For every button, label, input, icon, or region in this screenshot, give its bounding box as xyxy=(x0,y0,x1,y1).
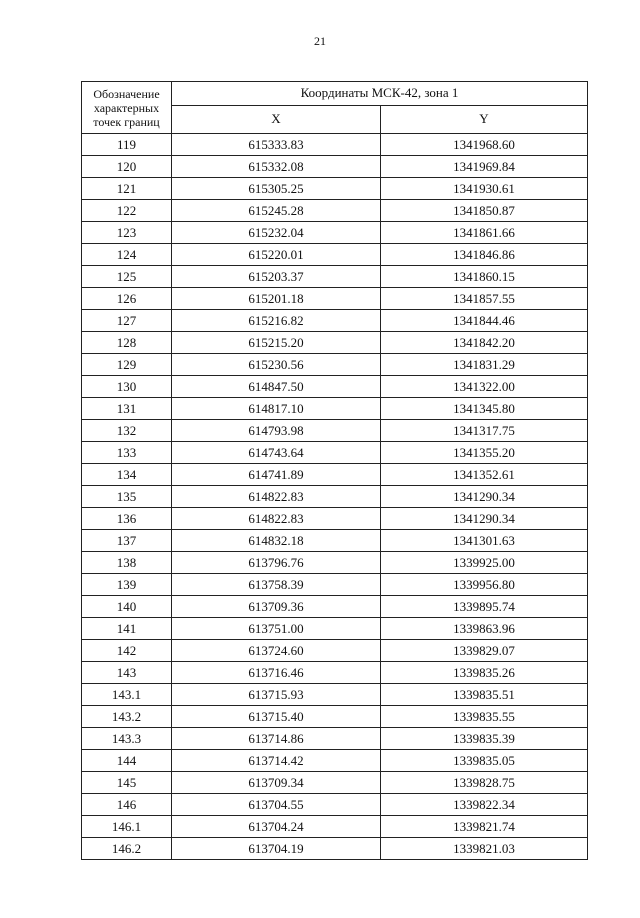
y-coordinate-cell: 1339829.07 xyxy=(381,640,588,662)
y-coordinate-cell: 1339821.74 xyxy=(381,816,588,838)
x-coordinate-cell: 613704.19 xyxy=(172,838,381,860)
x-coordinate-cell: 613715.93 xyxy=(172,684,381,706)
point-id-cell: 143.2 xyxy=(82,706,172,728)
table-row xyxy=(82,816,588,838)
y-coordinate-cell: 1341290.34 xyxy=(381,486,588,508)
table-row xyxy=(82,640,588,662)
x-coordinate-cell: 614847.50 xyxy=(172,376,381,398)
table-row xyxy=(82,222,588,244)
y-coordinate-cell: 1341969.84 xyxy=(381,156,588,178)
table-row xyxy=(82,486,588,508)
point-id-cell: 128 xyxy=(82,332,172,354)
point-id-cell: 139 xyxy=(82,574,172,596)
y-coordinate-cell: 1341301.63 xyxy=(381,530,588,552)
y-coordinate-cell: 1341857.55 xyxy=(381,288,588,310)
point-id-cell: 146 xyxy=(82,794,172,816)
y-coordinate-cell: 1341930.61 xyxy=(381,178,588,200)
table-row xyxy=(82,200,588,222)
y-coordinate-cell: 1339835.51 xyxy=(381,684,588,706)
x-coordinate-cell: 614743.64 xyxy=(172,442,381,464)
y-coordinate-cell: 1341968.60 xyxy=(381,134,588,156)
point-id-cell: 122 xyxy=(82,200,172,222)
point-id-cell: 129 xyxy=(82,354,172,376)
x-coordinate-cell: 614817.10 xyxy=(172,398,381,420)
y-coordinate-cell: 1341846.86 xyxy=(381,244,588,266)
y-coordinate-cell: 1341352.61 xyxy=(381,464,588,486)
designation-header-line-1: Обозначение xyxy=(93,86,160,101)
table-row xyxy=(82,552,588,574)
y-coordinate-cell: 1339835.39 xyxy=(381,728,588,750)
table-row xyxy=(82,354,588,376)
point-id-cell: 130 xyxy=(82,376,172,398)
point-id-cell: 127 xyxy=(82,310,172,332)
y-coordinate-cell: 1339828.75 xyxy=(381,772,588,794)
x-coordinate-cell: 615333.83 xyxy=(172,134,381,156)
point-id-cell: 136 xyxy=(82,508,172,530)
point-id-cell: 144 xyxy=(82,750,172,772)
table-row xyxy=(82,464,588,486)
x-coordinate-cell: 615232.04 xyxy=(172,222,381,244)
table-row xyxy=(82,332,588,354)
point-id-cell: 134 xyxy=(82,464,172,486)
designation-header xyxy=(82,82,172,134)
x-coordinate-cell: 613796.76 xyxy=(172,552,381,574)
x-coordinate-cell: 615203.37 xyxy=(172,266,381,288)
y-coordinate-cell: 1341860.15 xyxy=(381,266,588,288)
x-coordinate-cell: 613715.40 xyxy=(172,706,381,728)
point-id-cell: 146.1 xyxy=(82,816,172,838)
table-row xyxy=(82,398,588,420)
table-row xyxy=(82,706,588,728)
x-coordinate-cell: 614832.18 xyxy=(172,530,381,552)
point-id-cell: 126 xyxy=(82,288,172,310)
x-coordinate-cell: 613704.24 xyxy=(172,816,381,838)
table-row xyxy=(82,508,588,530)
y-coordinate-cell: 1341850.87 xyxy=(381,200,588,222)
x-coordinate-cell: 614793.98 xyxy=(172,420,381,442)
y-column-header: Y xyxy=(381,105,588,133)
point-id-cell: 131 xyxy=(82,398,172,420)
point-id-cell: 132 xyxy=(82,420,172,442)
table-row xyxy=(82,596,588,618)
y-coordinate-cell: 1339835.05 xyxy=(381,750,588,772)
table-row xyxy=(82,420,588,442)
y-coordinate-cell: 1339835.26 xyxy=(381,662,588,684)
x-coordinate-cell: 613751.00 xyxy=(172,618,381,640)
x-coordinate-cell: 615230.56 xyxy=(172,354,381,376)
coordinate-system-header: Координаты МСК-42, зона 1 xyxy=(172,82,588,106)
x-coordinate-cell: 615220.01 xyxy=(172,244,381,266)
table-row xyxy=(82,684,588,706)
point-id-cell: 143.1 xyxy=(82,684,172,706)
table-row xyxy=(82,178,588,200)
table-row xyxy=(82,618,588,640)
table-row xyxy=(82,134,588,156)
point-id-cell: 142 xyxy=(82,640,172,662)
y-coordinate-cell: 1341317.75 xyxy=(381,420,588,442)
x-coordinate-cell: 615332.08 xyxy=(172,156,381,178)
table-row xyxy=(82,838,588,860)
point-id-cell: 125 xyxy=(82,266,172,288)
table-row xyxy=(82,750,588,772)
x-coordinate-cell: 614741.89 xyxy=(172,464,381,486)
point-id-cell: 124 xyxy=(82,244,172,266)
table-row xyxy=(82,288,588,310)
x-column-header: X xyxy=(172,105,381,133)
y-coordinate-cell: 1341355.20 xyxy=(381,442,588,464)
y-coordinate-cell: 1339956.80 xyxy=(381,574,588,596)
y-coordinate-cell: 1339863.96 xyxy=(381,618,588,640)
point-id-cell: 145 xyxy=(82,772,172,794)
x-coordinate-cell: 613709.34 xyxy=(172,772,381,794)
y-coordinate-cell: 1341345.80 xyxy=(381,398,588,420)
y-coordinate-cell: 1341322.00 xyxy=(381,376,588,398)
point-id-cell: 141 xyxy=(82,618,172,640)
page-number: 21 xyxy=(314,34,326,48)
y-coordinate-cell: 1341831.29 xyxy=(381,354,588,376)
table-row xyxy=(82,376,588,398)
table-row xyxy=(82,530,588,552)
point-id-cell: 135 xyxy=(82,486,172,508)
point-id-cell: 140 xyxy=(82,596,172,618)
y-coordinate-cell: 1339821.03 xyxy=(381,838,588,860)
table-row xyxy=(82,574,588,596)
point-id-cell: 143 xyxy=(82,662,172,684)
designation-header-line-3: точек границ xyxy=(93,114,160,129)
point-id-cell: 143.3 xyxy=(82,728,172,750)
x-coordinate-cell: 613714.86 xyxy=(172,728,381,750)
point-id-cell: 137 xyxy=(82,530,172,552)
x-coordinate-cell: 613758.39 xyxy=(172,574,381,596)
table-row xyxy=(82,266,588,288)
y-coordinate-cell: 1341842.20 xyxy=(381,332,588,354)
point-id-cell: 123 xyxy=(82,222,172,244)
table-body xyxy=(82,134,588,860)
x-coordinate-cell: 613704.55 xyxy=(172,794,381,816)
x-coordinate-cell: 613716.46 xyxy=(172,662,381,684)
y-coordinate-cell: 1339835.55 xyxy=(381,706,588,728)
x-coordinate-cell: 615305.25 xyxy=(172,178,381,200)
table-row xyxy=(82,310,588,332)
table-row xyxy=(82,244,588,266)
table-row xyxy=(82,662,588,684)
coordinates-table xyxy=(81,81,588,860)
point-id-cell: 133 xyxy=(82,442,172,464)
y-coordinate-cell: 1341844.46 xyxy=(381,310,588,332)
x-coordinate-cell: 615216.82 xyxy=(172,310,381,332)
x-coordinate-cell: 615245.28 xyxy=(172,200,381,222)
y-coordinate-cell: 1341290.34 xyxy=(381,508,588,530)
x-coordinate-cell: 613714.42 xyxy=(172,750,381,772)
point-id-cell: 119 xyxy=(82,134,172,156)
y-coordinate-cell: 1339895.74 xyxy=(381,596,588,618)
table-row xyxy=(82,156,588,178)
table-row xyxy=(82,772,588,794)
x-coordinate-cell: 613724.60 xyxy=(172,640,381,662)
x-coordinate-cell: 613709.36 xyxy=(172,596,381,618)
table-header xyxy=(82,82,588,134)
x-coordinate-cell: 615201.18 xyxy=(172,288,381,310)
x-coordinate-cell: 614822.83 xyxy=(172,486,381,508)
designation-header-line-2: характерных xyxy=(93,100,160,115)
x-coordinate-cell: 615215.20 xyxy=(172,332,381,354)
y-coordinate-cell: 1341861.66 xyxy=(381,222,588,244)
point-id-cell: 138 xyxy=(82,552,172,574)
x-coordinate-cell: 614822.83 xyxy=(172,508,381,530)
y-coordinate-cell: 1339925.00 xyxy=(381,552,588,574)
table-row xyxy=(82,442,588,464)
point-id-cell: 120 xyxy=(82,156,172,178)
point-id-cell: 146.2 xyxy=(82,838,172,860)
table-row xyxy=(82,794,588,816)
table-row xyxy=(82,728,588,750)
point-id-cell: 121 xyxy=(82,178,172,200)
y-coordinate-cell: 1339822.34 xyxy=(381,794,588,816)
